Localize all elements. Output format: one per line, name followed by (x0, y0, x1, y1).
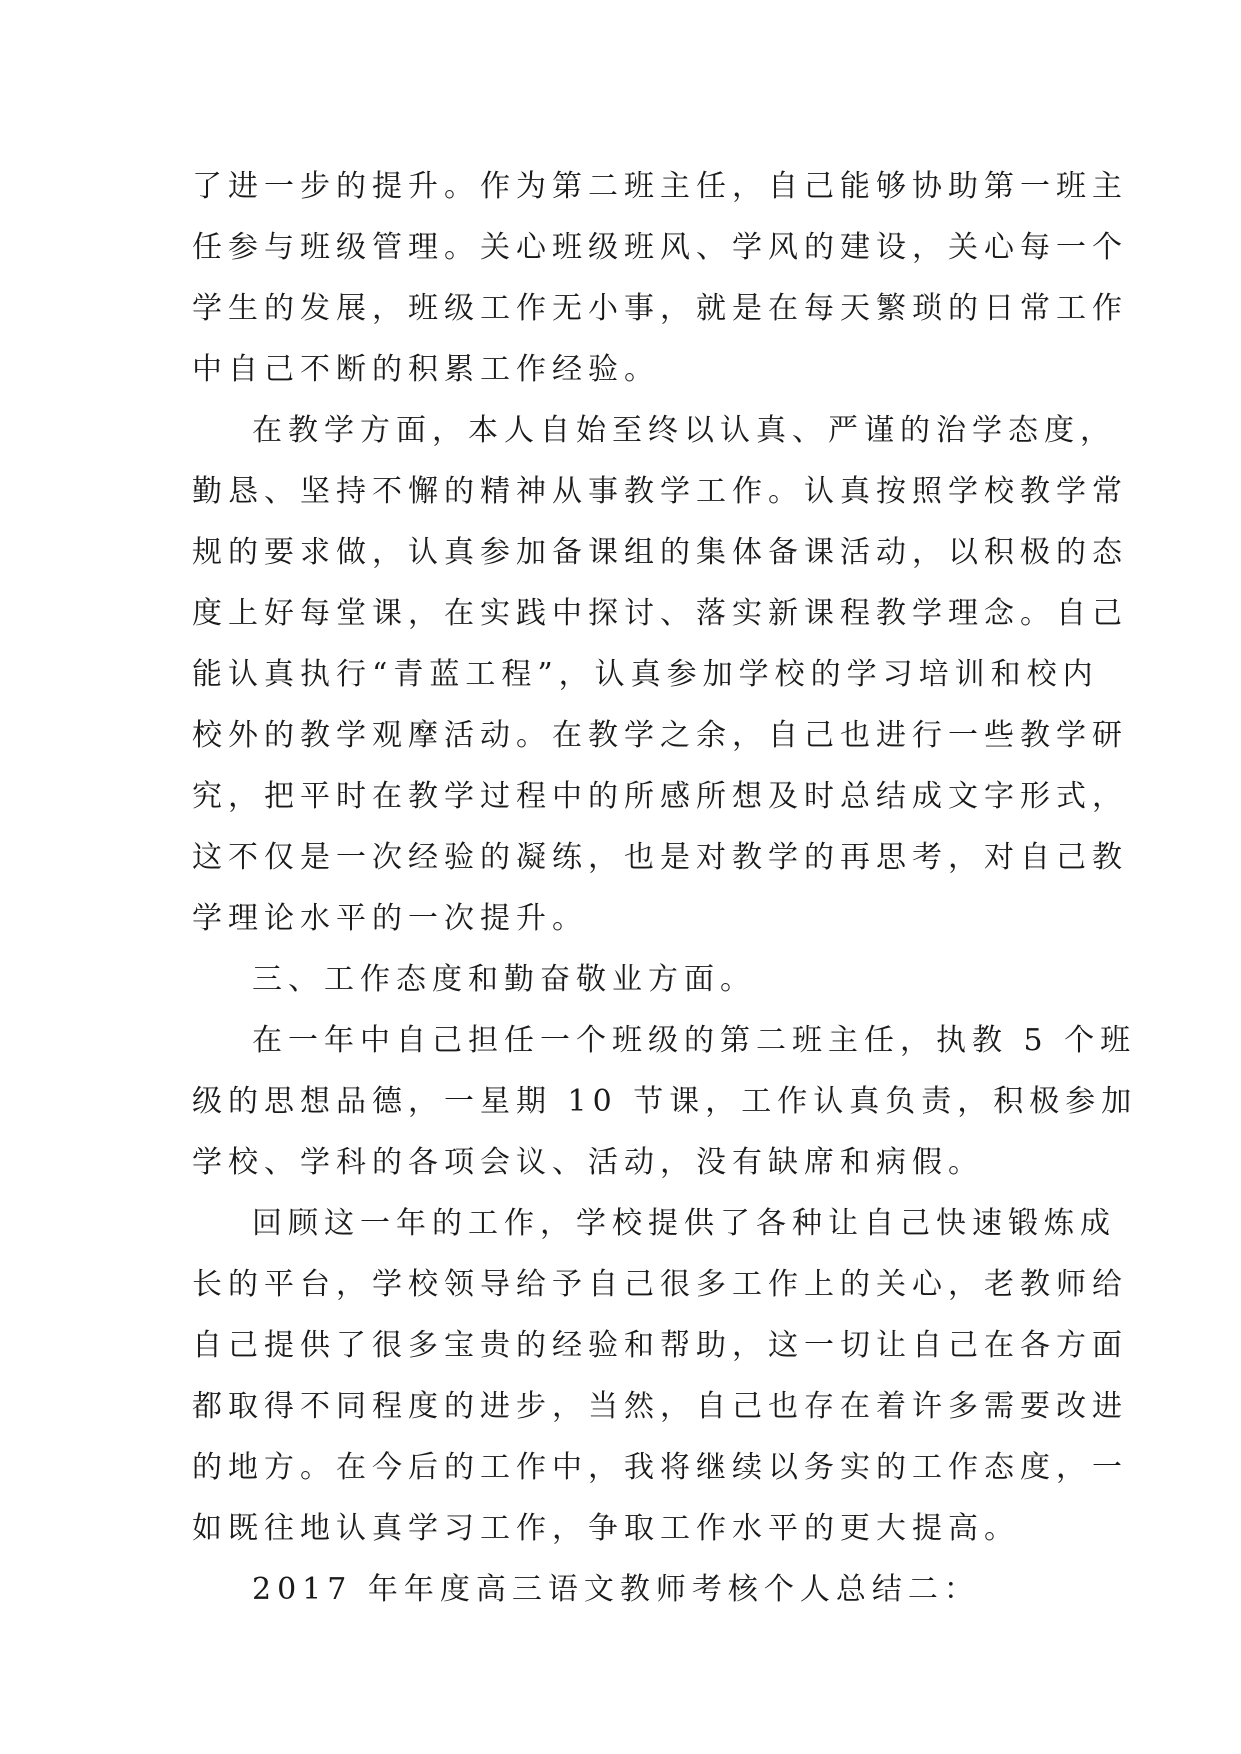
text-line: 学校、学科的各项会议、活动，没有缺席和病假。 (192, 1145, 984, 1180)
section-heading: 三、工作态度和勤奋敬业方面。 (252, 962, 756, 997)
text-line: 了进一步的提升。作为第二班主任，自己能够协助第一班主 (192, 169, 1128, 204)
text-line: 究，把平时在教学过程中的所感所想及时总结成文字形式， (192, 779, 1128, 814)
text-line: 的地方。在今后的工作中，我将继续以务实的工作态度，一 (192, 1450, 1128, 1485)
text-line: 中自己不断的积累工作经验。 (192, 352, 660, 387)
text-line: 级的思想品德，一星期 10 节课，工作认真负责，积极参加 (192, 1084, 1138, 1119)
body-text (192, 156, 1138, 1620)
text-line: 自己提供了很多宝贵的经验和帮助，这一切让自己在各方面 (192, 1328, 1128, 1363)
text-line: 规的要求做，认真参加备课组的集体备课活动，以积极的态 (192, 535, 1128, 570)
text-line: 学理论水平的一次提升。 (192, 901, 588, 936)
text-line: 校外的教学观摩活动。在教学之余，自己也进行一些教学研 (192, 718, 1128, 753)
text-line: 勤恳、坚持不懈的精神从事教学工作。认真按照学校教学常 (192, 474, 1128, 509)
text-line: 学生的发展，班级工作无小事，就是在每天繁琐的日常工作 (192, 291, 1128, 326)
paragraph-start-line: 回顾这一年的工作，学校提供了各种让自己快速锻炼成 (252, 1206, 1116, 1241)
text-line: 都取得不同程度的进步，当然，自己也存在着许多需要改进 (192, 1389, 1128, 1424)
paragraph-start-line: 在一年中自己担任一个班级的第二班主任，执教 5 个班 (252, 1023, 1137, 1058)
text-line: 度上好每堂课，在实践中探讨、落实新课程教学理念。自己 (192, 596, 1128, 631)
text-line: 如既往地认真学习工作，争取工作水平的更大提高。 (192, 1511, 1020, 1546)
text-line: 任参与班级管理。关心班级班风、学风的建设，关心每一个 (192, 230, 1128, 265)
text-line: 这不仅是一次经验的凝练，也是对教学的再思考，对自己教 (192, 840, 1128, 875)
paragraph-start-line: 在教学方面，本人自始至终以认真、严谨的治学态度， (252, 413, 1116, 448)
summary-heading: 2017 年年度高三语文教师考核个人总结二： (252, 1572, 980, 1607)
text-line: 能认真执行“青蓝工程”，认真参加学校的学习培训和校内 (192, 657, 1099, 692)
text-line: 长的平台，学校领导给予自己很多工作上的关心，老教师给 (192, 1267, 1128, 1302)
